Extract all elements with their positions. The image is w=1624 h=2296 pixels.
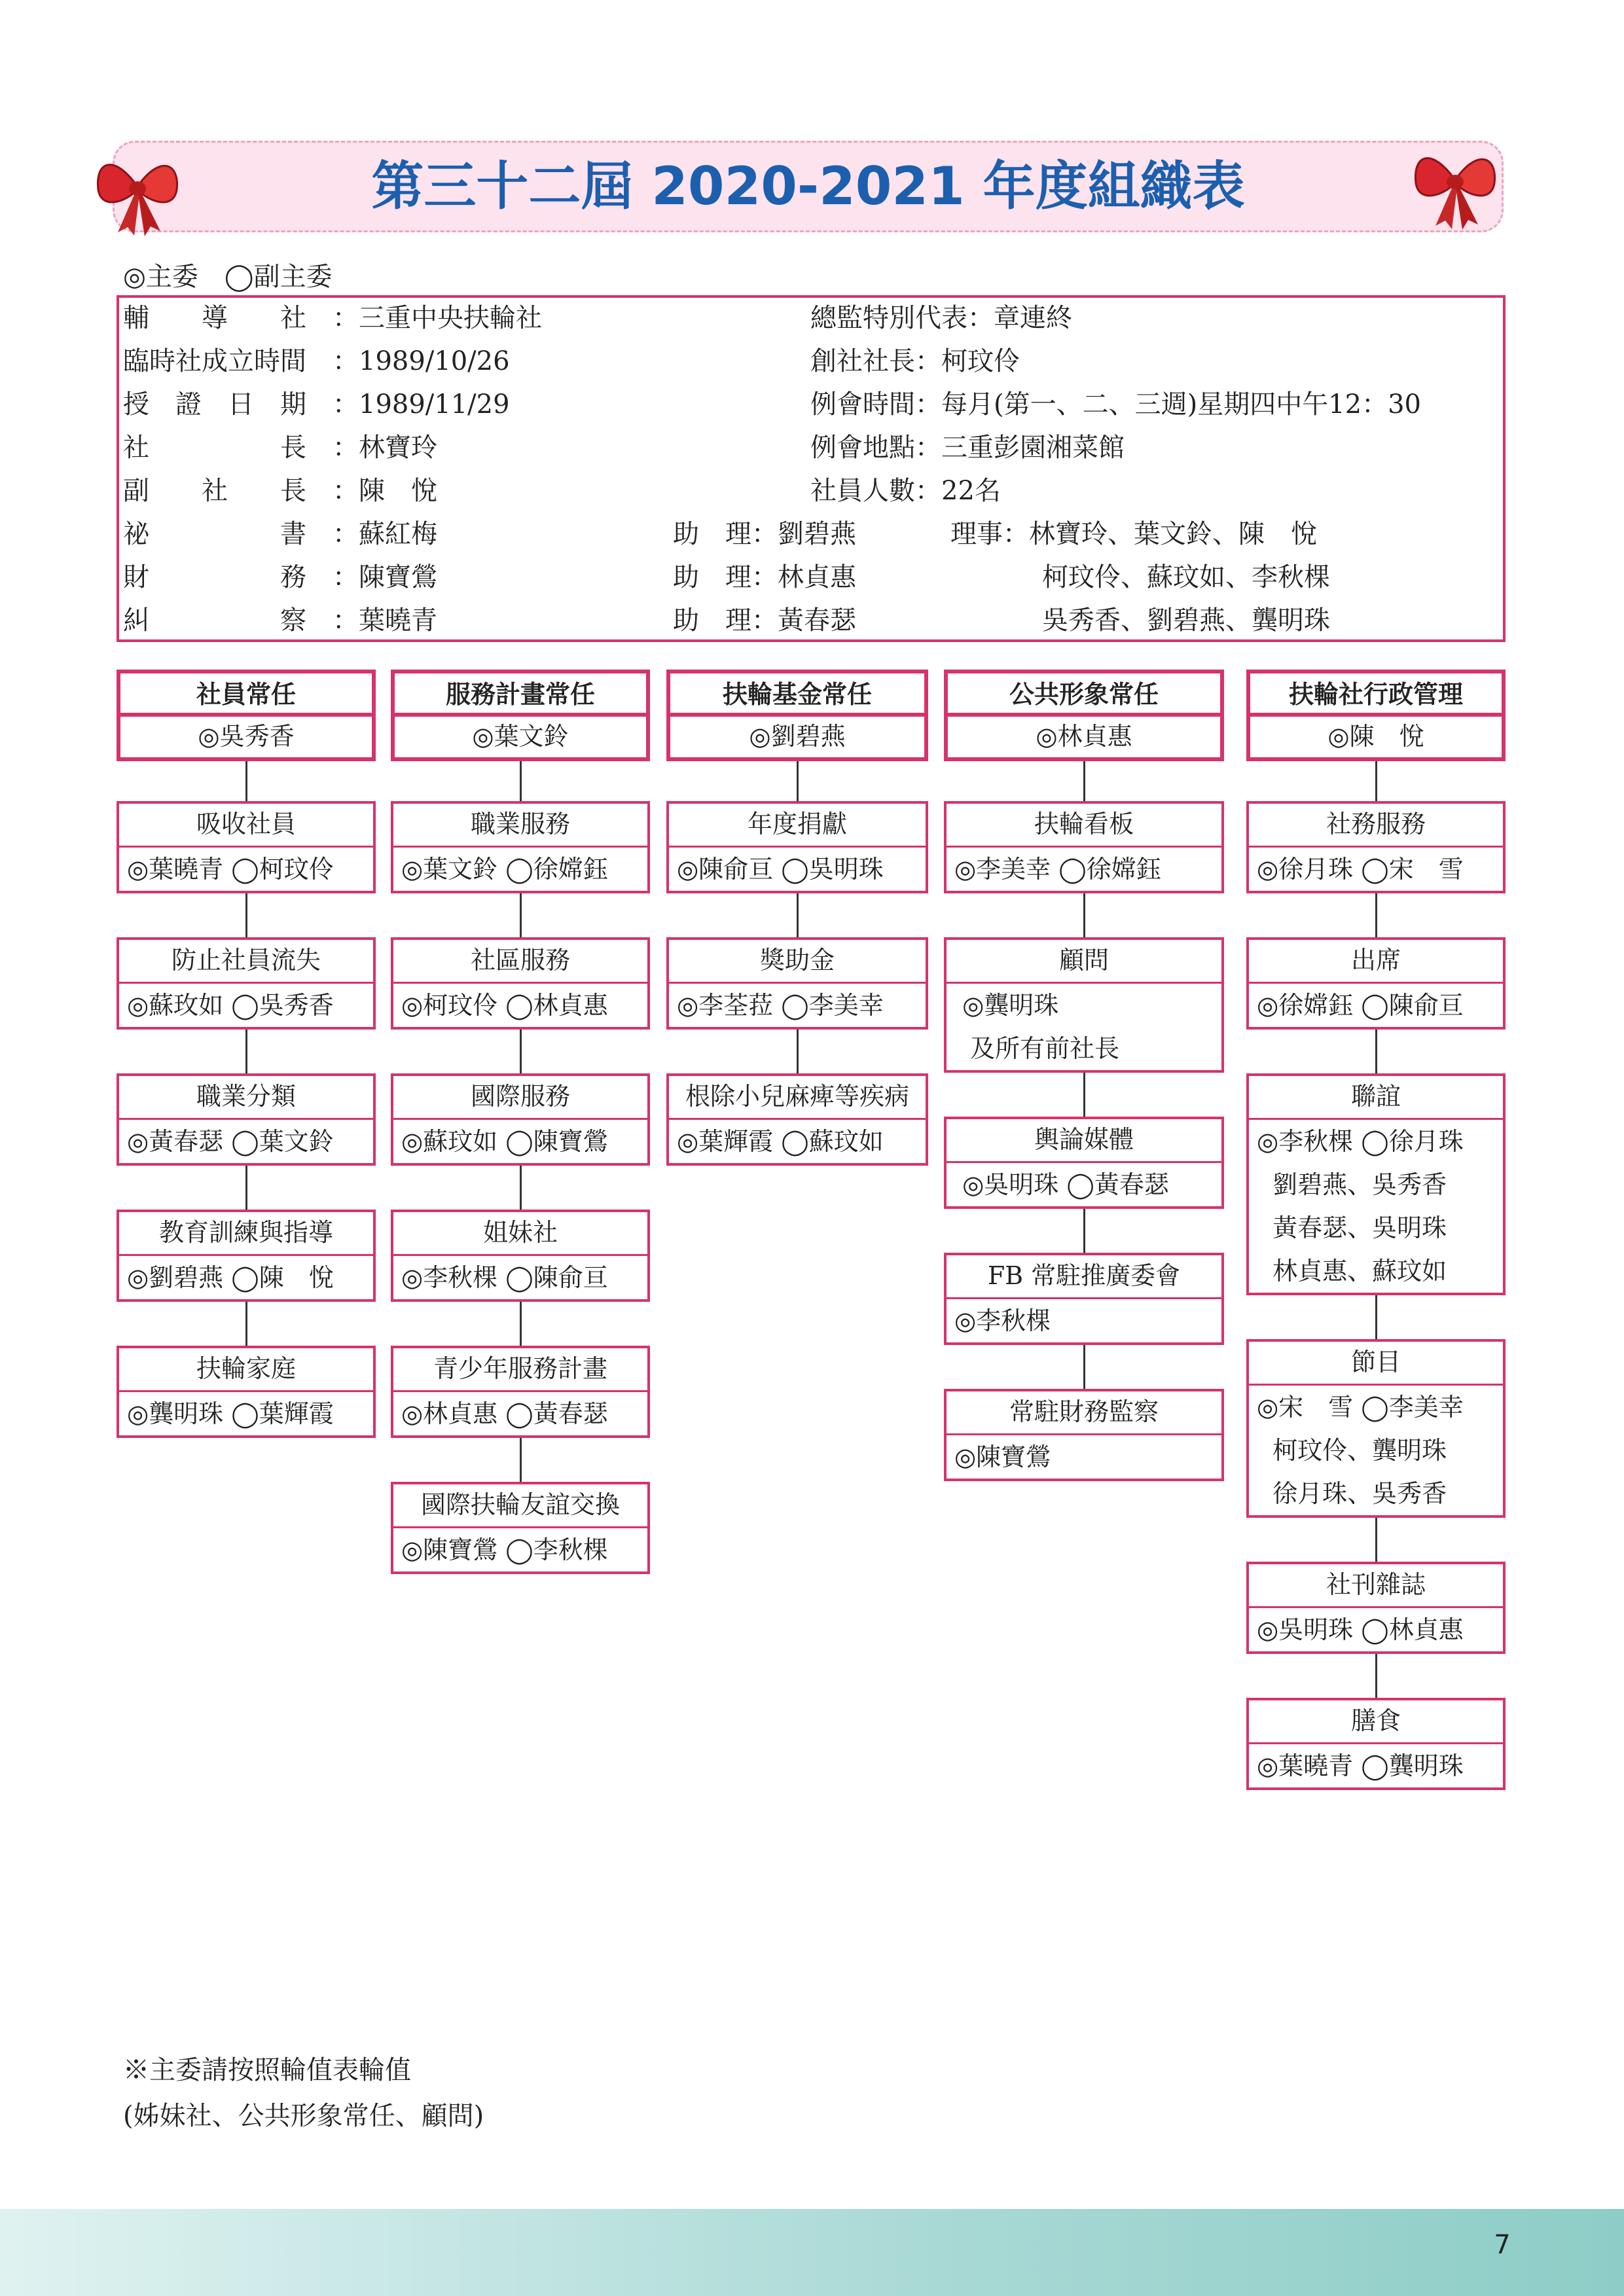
- member-line: ◎徐嫦鈺 ◯陳俞亘: [1257, 991, 1464, 1020]
- info-line: 例會時間：每月(第一、二、三週)星期四中午12：30: [810, 389, 1422, 420]
- committee-chair: ◎葉文鈴: [391, 717, 650, 761]
- sub-committee-title: 常駐財務監察: [947, 1391, 1221, 1435]
- member-line: ◎葉曉青 ◯龔明珠: [1257, 1751, 1464, 1780]
- page-number: 7: [1494, 2230, 1511, 2260]
- member-line: 柯玟伶、龔明珠: [1257, 1436, 1447, 1465]
- sub-committee-title: 社區服務: [393, 940, 647, 984]
- sub-committee-box: [666, 937, 928, 1030]
- sub-committee-box: [117, 1073, 376, 1166]
- sub-committee-title: 獎助金: [669, 940, 926, 984]
- connector-line: [520, 1302, 522, 1346]
- sub-committee-title: 節目: [1249, 1342, 1503, 1386]
- sub-committee-title: 青少年服務計畫: [393, 1348, 647, 1392]
- sub-committee-box: [391, 801, 650, 893]
- sub-committee-box: [666, 1073, 928, 1166]
- connector-line: [520, 1438, 522, 1482]
- sub-committee-box: [391, 1482, 650, 1574]
- connector-line: [520, 893, 522, 937]
- sub-committee-title: 根除小兒麻痺等疾病: [669, 1076, 926, 1120]
- sub-committee-box: [944, 1117, 1224, 1209]
- connector-line: [520, 761, 522, 801]
- info-line: 祕 書 ：蘇紅梅: [123, 519, 437, 549]
- sub-committee-box: [391, 1346, 650, 1438]
- connector-line: [1083, 761, 1085, 801]
- info-line: 創社社長：柯玟伶: [810, 346, 1020, 376]
- sub-committee-title: 扶輪看板: [947, 804, 1221, 848]
- committee-head: 服務計畫常任: [391, 670, 650, 717]
- connector-line: [1375, 893, 1377, 937]
- info-line: 臨時社成立時間 ：1989/10/26: [123, 346, 510, 376]
- member-line: ◎李秋棵 ◯徐月珠: [1257, 1127, 1464, 1156]
- member-line: ◎龔明珠 ◯葉輝霞: [127, 1399, 334, 1428]
- legend: ◎主委 ◯副主委: [123, 262, 333, 292]
- info-line: 社 長 ：林寶玲: [123, 433, 437, 463]
- member-line: ◎柯玟伶 ◯林貞惠: [401, 991, 608, 1020]
- sub-committee-box: [666, 801, 928, 893]
- sub-committee-title: 膳食: [1249, 1700, 1503, 1744]
- sub-committee-title: 年度捐獻: [669, 804, 926, 848]
- assistant-line: 助 理：劉碧燕: [673, 519, 856, 549]
- connector-line: [1375, 1295, 1377, 1339]
- member-line: ◎黃春瑟 ◯葉文鈴: [127, 1127, 334, 1156]
- committee-head: 公共形象常任: [944, 670, 1224, 717]
- committee-head: 扶輪基金常任: [666, 670, 928, 717]
- connector-line: [1375, 1030, 1377, 1073]
- info-line: 授 證 日 期 ：1989/11/29: [123, 389, 510, 420]
- member-line: ◎葉輝霞 ◯蘇玟如: [677, 1127, 884, 1156]
- connector-line: [1375, 1518, 1377, 1562]
- sub-committee-box: [1246, 801, 1506, 893]
- member-line: 林貞惠、蘇玟如: [1257, 1257, 1447, 1285]
- connector-line: [245, 1166, 247, 1210]
- info-line: 輔 導 社 ：三重中央扶輪社: [123, 303, 542, 333]
- sub-committee-title: 顧問: [947, 940, 1221, 984]
- info-line: 副 社 長 ：陳 悅: [123, 476, 437, 506]
- sub-committee-box: [391, 937, 650, 1030]
- committee-head: 社員常任: [117, 670, 376, 717]
- connector-line: [1083, 1345, 1085, 1389]
- footer-bar: [0, 2209, 1624, 2296]
- committee-chair: ◎吳秀香: [117, 717, 376, 761]
- committee-chair: ◎劉碧燕: [666, 717, 928, 761]
- sub-committee-title: FB 常駐推廣委會: [947, 1255, 1221, 1299]
- member-line: ◎龔明珠: [954, 991, 1059, 1020]
- sub-committee-box: [944, 801, 1224, 893]
- member-line: ◎劉碧燕 ◯陳 悅: [127, 1263, 334, 1292]
- sub-committee-title: 國際扶輪友誼交換: [393, 1484, 647, 1528]
- sub-committee-title: 聯誼: [1249, 1076, 1503, 1120]
- connector-line: [797, 893, 799, 937]
- sub-committee-title: 輿論媒體: [947, 1119, 1221, 1163]
- assistant-line: 助 理：黃春瑟: [673, 605, 856, 636]
- connector-line: [1083, 1073, 1085, 1117]
- info-line: 例會地點：三重彭園湘菜館: [810, 433, 1125, 463]
- sub-committee-box: [1246, 1339, 1506, 1518]
- sub-committee-box: [117, 801, 376, 893]
- connector-line: [520, 1030, 522, 1073]
- ribbon-bow-icon-right: [1406, 134, 1504, 232]
- member-line: ◎葉文鈴 ◯徐嫦鈺: [401, 855, 608, 884]
- sub-committee-title: 職業服務: [393, 804, 647, 848]
- sub-committee-title: 扶輪家庭: [119, 1348, 373, 1392]
- sub-committee-title: 教育訓練與指導: [119, 1212, 373, 1256]
- connector-line: [245, 1302, 247, 1346]
- sub-committee-box: [944, 1253, 1224, 1345]
- sub-committee-title: 社務服務: [1249, 804, 1503, 848]
- connector-line: [520, 1166, 522, 1210]
- info-line: 財 務 ：陳寶鶯: [123, 562, 437, 592]
- assistant-line: 助 理：林貞惠: [673, 562, 856, 592]
- member-line: ◎徐月珠 ◯宋 雪: [1257, 855, 1464, 884]
- sub-committee-box: [117, 1210, 376, 1302]
- sub-committee-box: [1246, 937, 1506, 1030]
- footnote: ※主委請按照輪值表輪值: [123, 2055, 411, 2085]
- sub-committee-title: 吸收社員: [119, 804, 373, 848]
- connector-line: [1083, 893, 1085, 937]
- sub-committee-box: [944, 937, 1224, 1073]
- connector-line: [797, 761, 799, 801]
- sub-committee-box: [391, 1073, 650, 1166]
- page-title: 第三十二屆 2020-2021 年度組織表: [371, 156, 1245, 217]
- sub-committee-title: 出席: [1249, 940, 1503, 984]
- sub-committee-title: 社刊雜誌: [1249, 1564, 1503, 1608]
- sub-committee-box: [1246, 1562, 1506, 1654]
- member-line: ◎李秋棵: [954, 1306, 1051, 1335]
- committee-chair: ◎林貞惠: [944, 717, 1224, 761]
- member-line: 劉碧燕、吳秀香: [1257, 1170, 1447, 1199]
- connector-line: [1375, 1654, 1377, 1698]
- connector-line: [245, 893, 247, 937]
- board-line: 理事：林寶玲、葉文鈴、陳 悅: [950, 519, 1317, 549]
- connector-line: [245, 1030, 247, 1073]
- committee-chair: ◎陳 悅: [1246, 717, 1506, 761]
- member-line: ◎吳明珠 ◯黃春瑟: [954, 1170, 1169, 1199]
- member-line: 黃春瑟、吳明珠: [1257, 1213, 1447, 1242]
- board-line: 吳秀香、劉碧燕、龔明珠: [1042, 605, 1330, 636]
- info-line: 糾 察 ：葉曉青: [123, 605, 437, 636]
- member-line: ◎李荃菈 ◯李美幸: [677, 991, 884, 1020]
- sub-committee-box: [391, 1210, 650, 1302]
- sub-committee-title: 職業分類: [119, 1076, 373, 1120]
- member-line: 及所有前社長: [954, 1034, 1120, 1063]
- committee-head: 扶輪社行政管理: [1246, 670, 1506, 717]
- info-line: 社員人數：22名: [810, 476, 1001, 506]
- sub-committee-title: 防止社員流失: [119, 940, 373, 984]
- footnote: (姊妹社、公共形象常任、顧問): [123, 2101, 484, 2131]
- member-line: ◎陳寶鶯 ◯李秋棵: [401, 1535, 608, 1564]
- member-line: ◎林貞惠 ◯黃春瑟: [401, 1399, 608, 1428]
- member-line: 徐月珠、吳秀香: [1257, 1479, 1447, 1508]
- connector-line: [1083, 1209, 1085, 1253]
- member-line: ◎蘇玟如 ◯陳寶鶯: [401, 1127, 608, 1156]
- member-line: ◎吳明珠 ◯林貞惠: [1257, 1615, 1464, 1644]
- connector-line: [1375, 761, 1377, 801]
- member-line: ◎宋 雪 ◯李美幸: [1257, 1393, 1464, 1422]
- connector-line: [245, 761, 247, 801]
- member-line: ◎李秋棵 ◯陳俞亘: [401, 1263, 608, 1292]
- sub-committee-box: [117, 1346, 376, 1438]
- board-line: 柯玟伶、蘇玟如、李秋棵: [1042, 562, 1330, 592]
- member-line: ◎李美幸 ◯徐嫦鈺: [954, 855, 1161, 884]
- sub-committee-box: [1246, 1073, 1506, 1295]
- sub-committee-box: [117, 937, 376, 1030]
- sub-committee-title: 國際服務: [393, 1076, 647, 1120]
- member-line: ◎葉曉青 ◯柯玟伶: [127, 855, 334, 884]
- sub-committee-title: 姐妹社: [393, 1212, 647, 1256]
- member-line: ◎陳俞亘 ◯吳明珠: [677, 855, 884, 884]
- sub-committee-box: [944, 1389, 1224, 1481]
- info-line: 總監特別代表：章連終: [810, 303, 1072, 333]
- member-line: ◎陳寶鶯: [954, 1443, 1051, 1471]
- member-line: ◎蘇玫如 ◯吳秀香: [127, 991, 334, 1020]
- sub-committee-box: [1246, 1698, 1506, 1790]
- ribbon-bow-icon-left: [88, 141, 187, 239]
- connector-line: [797, 1030, 799, 1073]
